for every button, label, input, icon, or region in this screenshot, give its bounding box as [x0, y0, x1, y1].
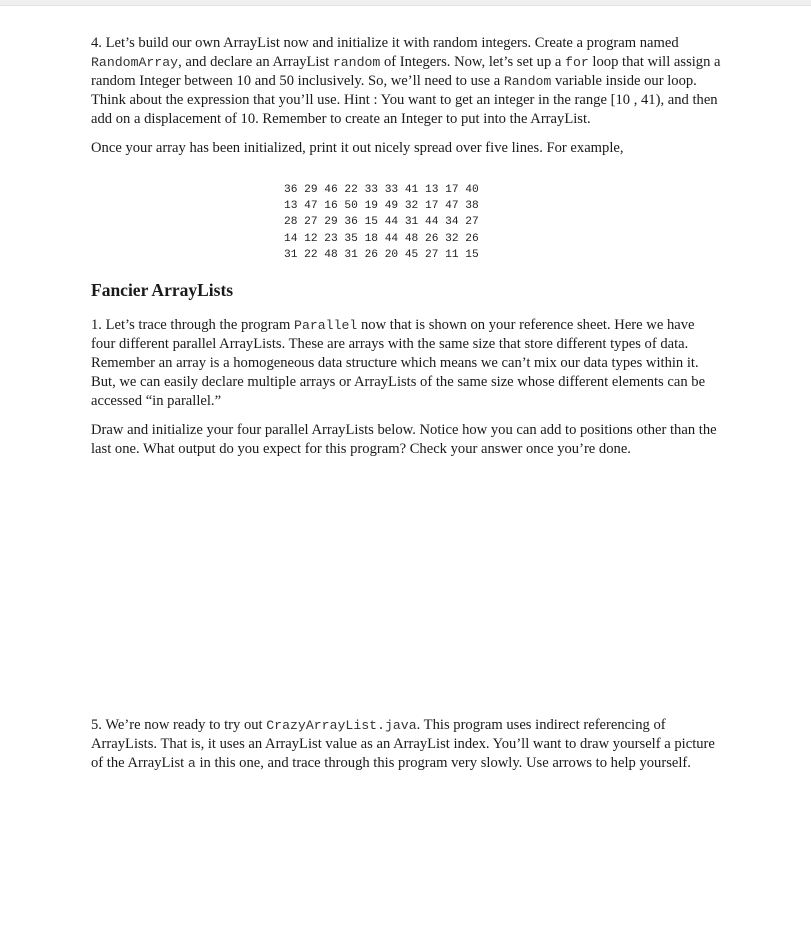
q4-text-2: , and declare an ArrayList [178, 54, 333, 70]
question-1-paragraph [91, 316, 721, 411]
question-5-paragraph [91, 716, 721, 773]
q4-text-3: of Integers. Now, let’s set up a [380, 54, 566, 70]
q4-code-randomarray: RandomArray [91, 55, 179, 70]
example-output-line: 31 22 48 31 26 20 45 27 11 15 [284, 248, 479, 261]
example-output-line: 13 47 16 50 19 49 32 17 47 38 [284, 200, 479, 213]
q5-code-crazyarraylist: CrazyArrayList.java [266, 718, 417, 733]
question-4-paragraph [91, 34, 721, 129]
q4-text-4: loop that will assign a random Integer between 10 and 50 inclusively. So, we’ll need to use a [91, 54, 721, 89]
question-1-draw-instruction: Draw and initialize your four parallel ArrayLists below. Notice how you can add to positions other than the last one. What output do you expect for this program? Check your answer once you’re done. [91, 422, 717, 458]
q1-text-2: now that is shown on your reference sheet. Here we have four different parallel ArrayLists. These are arrays with the same size that store different types of data. Remember an array is a homogeneous data structure which means we can’t mix our data types within it. But, we can easily declare multiple arrays or ArrayLists of the same size whose different elements can be accessed “in parallel.” [91, 317, 706, 410]
example-output-line: 36 29 46 22 33 33 41 13 17 40 [284, 184, 479, 196]
section-heading: Fancier ArrayLists [91, 280, 234, 301]
page-top-edge [0, 0, 811, 6]
q4-code-for: for [565, 55, 589, 70]
q1-code-parallel: Parallel [294, 318, 358, 334]
question-4-print-instruction: Once your array has been initialized, print it out nicely spread over five lines. For example, [91, 140, 624, 156]
q4-code-random-class: Random [503, 74, 552, 89]
worksheet-page [91, 34, 721, 459]
example-output-block [284, 182, 721, 263]
q4-text-5: variable inside our loop. Think about the expression that you’ll use. Hint : You want to get an integer in the range [10 , 41), and then add on a displacement of 10. Remember to create an Integer to put into the ArrayList. [91, 73, 718, 127]
q5-text-1: 5. We’re now ready to try out [91, 717, 267, 733]
q5-code-a: a [187, 756, 196, 771]
q4-code-random: random [332, 55, 381, 70]
q4-text-1: 4. Let’s build our own ArrayList now and initialize it with random integers. Create a program named [91, 35, 679, 51]
q5-text-2: . This program uses indirect referencing of ArrayLists. That is, it uses an ArrayList value as an ArrayList index. You’ll want to draw yourself a picture of the ArrayList [91, 717, 715, 771]
example-output-line: 28 27 29 36 15 44 31 44 34 27 [284, 216, 479, 229]
q5-text-3: in this one, and trace through this program very slowly. Use arrows to help yourself. [195, 755, 691, 771]
example-output-line: 14 12 23 35 18 44 48 26 32 26 [284, 232, 479, 245]
q1-text-1: 1. Let’s trace through the program [91, 317, 295, 334]
